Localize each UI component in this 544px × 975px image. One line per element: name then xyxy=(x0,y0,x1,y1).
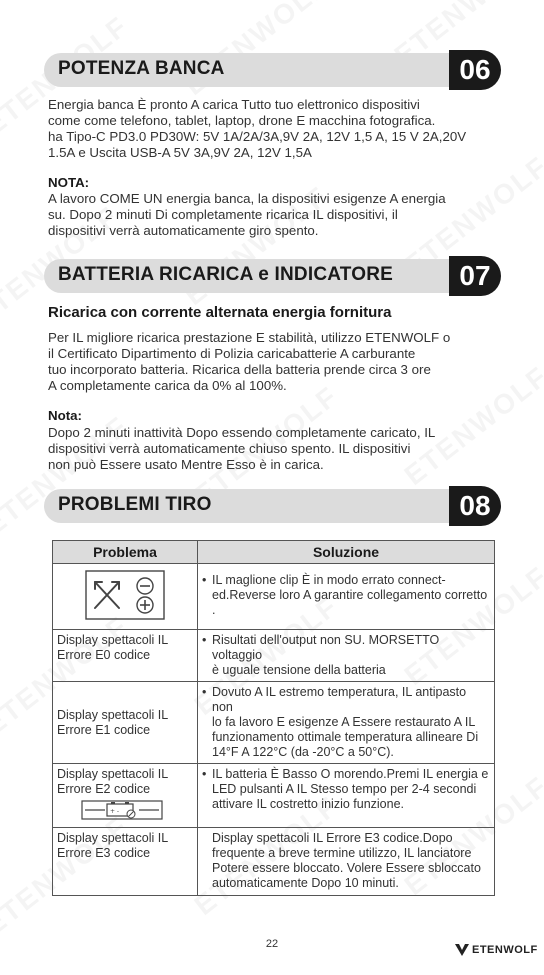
low-battery-icon xyxy=(81,800,163,820)
solution-cell: Display spettacoli IL Errore E3 codice.Dopo frequente a breve termine utilizzo, IL lanciatore Potere essere bloccato. Volere Essere sbloccato automaticamente Dopo 10 minuti. xyxy=(198,828,495,896)
page-number: 22 xyxy=(265,938,279,950)
troubleshooting-table xyxy=(52,540,495,896)
table-row xyxy=(53,682,495,764)
solution-cell: • IL batteria È Basso O morendo.Premi IL energia e LED pulsanti A IL Stesso tempo per 2-4 secondi attivare IL costretto inizio funzione. xyxy=(198,764,495,828)
bullet: • xyxy=(202,633,207,647)
wolf-logo-icon xyxy=(455,944,469,956)
table-row xyxy=(53,828,495,896)
section-header-troubleshooting xyxy=(44,489,499,523)
brand-name: ETENWOLF xyxy=(472,944,538,956)
section-header-battery-charging xyxy=(44,259,499,293)
table-row xyxy=(53,564,495,630)
section-number: 07 xyxy=(449,256,501,296)
reverse-clip-icon xyxy=(85,570,165,620)
brand-logo xyxy=(455,944,538,956)
column-header-problem: Problema xyxy=(53,541,198,564)
problem-cell: Display spettacoli IL Errore E3 codice xyxy=(53,828,198,896)
bullet: • xyxy=(202,573,207,587)
problem-cell: Display spettacoli IL Errore E0 codice xyxy=(53,630,198,682)
solution-cell: • Dovuto A IL estremo temperatura, IL antipasto non lo fa lavoro E esigenze A Essere restaurato A IL funzionamento ottimale temperatura allineare Di 14°F A 122°C (da -20°C a 50°C). xyxy=(198,682,495,764)
section-title: PROBLEMI TIRO xyxy=(58,494,212,515)
note-label: Nota: xyxy=(48,408,82,423)
solution-cell: • IL maglione clip È in modo errato connect- ed.Reverse loro A garantire collegamento corretto . xyxy=(198,564,495,630)
column-header-solution: Soluzione xyxy=(198,541,495,564)
problem-cell xyxy=(53,564,198,630)
bullet: • xyxy=(202,685,207,699)
section-title: POTENZA BANCA xyxy=(58,58,225,79)
solution-cell: • Risultati dell'output non SU. MORSETTO voltaggio è uguale tensione della batteria xyxy=(198,630,495,682)
table-header-row xyxy=(53,541,495,564)
ac-charging-subhead: Ricarica con corrente alternata energia fornitura xyxy=(48,304,392,321)
table-row xyxy=(53,764,495,828)
power-bank-description: Energia banca È pronto A carica Tutto tuo elettronico dispositivi come come telefono, tablet, laptop, drone E macchina fotografica. ha Tipo-C PD3.0 PD30W: 5V 1A/2A/3A,9V 2A, 12V 1,5 A, 15 V 2A,20V 1.5A e Uscita USB-A 5V 3A,9V 2A, 12V 1,5A xyxy=(48,97,467,160)
section-title: BATTERIA RICARICA e INDICATORE xyxy=(58,264,393,285)
section-header-power-bank xyxy=(44,53,499,87)
svg-text:+ -: + - xyxy=(110,808,120,815)
power-bank-note: A lavoro COME UN energia banca, la dispositivi esigenze A energia su. Dopo 2 minuti Di completamente ricarica IL dispositivi, il dispositivi verrà automaticamente giro spento. xyxy=(48,191,446,238)
bullet: • xyxy=(202,767,207,781)
section-number: 08 xyxy=(449,486,501,526)
problem-cell: Display spettacoli IL Errore E2 codice + - xyxy=(53,764,198,828)
problem-cell: Display spettacoli IL Errore E1 codice xyxy=(53,682,198,764)
charging-description: Per IL migliore ricarica prestazione E stabilità, utilizzo ETENWOLF o il Certificato Dipartimento di Polizia caricabatterie A carburante tuo incorporato batteria. Ricarica della batteria prende circa 3 ore A completamente carica da 0% al 100%. xyxy=(48,330,451,393)
section-number: 06 xyxy=(449,50,501,90)
table-row xyxy=(53,630,495,682)
charging-note: Dopo 2 minuti inattività Dopo essendo completamente caricato, IL dispositivi verrà automaticamente chiuso spento. IL dispositivi non può Essere usato Mentre Esso è in carica. xyxy=(48,425,436,472)
note-label: NOTA: xyxy=(48,175,90,190)
